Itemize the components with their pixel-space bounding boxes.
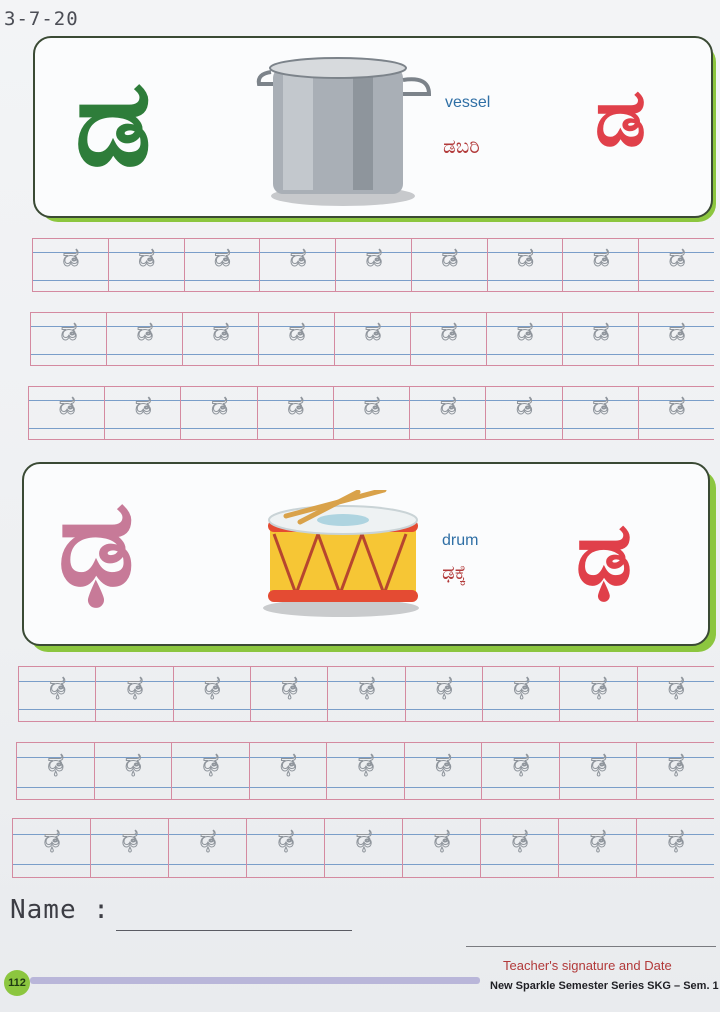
trace-cell[interactable] xyxy=(562,313,639,365)
trace-row xyxy=(18,666,714,722)
dotted-trace-letter: ಡ xyxy=(440,317,458,347)
dotted-trace-letter: ಡ xyxy=(364,317,382,347)
dotted-trace-letter: ಡ xyxy=(592,391,609,421)
name-write-line[interactable] xyxy=(116,930,352,931)
trace-cell[interactable] xyxy=(409,387,486,439)
dotted-trace-letter: ಢ xyxy=(199,824,217,854)
trace-cell[interactable] xyxy=(487,239,564,291)
trace-cell[interactable] xyxy=(638,313,715,365)
trace-cell[interactable] xyxy=(16,743,95,799)
vessel-picture xyxy=(253,54,433,206)
dotted-trace-letter: ಡ xyxy=(214,243,231,273)
dotted-trace-letter: ಡ xyxy=(365,243,383,273)
page-number: 112 xyxy=(4,970,30,996)
trace-cell[interactable] xyxy=(18,667,96,721)
trace-cell[interactable] xyxy=(32,239,109,291)
dotted-trace-letter: ಢ xyxy=(126,671,144,701)
dotted-trace-letter: ಢ xyxy=(435,748,452,778)
trace-cell[interactable] xyxy=(327,667,405,721)
trace-cell[interactable] xyxy=(326,743,405,799)
dotted-trace-letter: ಢ xyxy=(513,671,530,701)
card-2-right-letter: ಢ xyxy=(576,502,633,605)
trace-cell[interactable] xyxy=(250,667,328,721)
trace-cell[interactable] xyxy=(258,313,335,365)
signature-line[interactable] xyxy=(466,946,716,947)
trace-row xyxy=(32,238,714,292)
dotted-trace-letter: ಢ xyxy=(49,671,66,701)
series-title: New Sparkle Semester Series SKG – Sem. 1 xyxy=(490,980,719,992)
trace-cell[interactable] xyxy=(482,667,560,721)
trace-cell[interactable] xyxy=(12,819,91,877)
dotted-trace-letter: ಡ xyxy=(517,243,534,273)
trace-cell[interactable] xyxy=(638,239,715,291)
card-2-left-letter: ಢ xyxy=(58,474,135,613)
trace-cell[interactable] xyxy=(257,387,334,439)
trace-cell[interactable] xyxy=(404,743,483,799)
trace-cell[interactable] xyxy=(182,313,259,365)
trace-cell[interactable] xyxy=(637,667,715,721)
dotted-trace-letter: ಢ xyxy=(277,824,295,854)
card-1-english-word: vessel xyxy=(445,94,491,111)
dotted-trace-letter: ಡ xyxy=(289,243,307,273)
dotted-trace-letter: ಢ xyxy=(357,748,375,778)
card-1-right-letter: ಡ xyxy=(595,71,646,164)
dotted-trace-letter: ಢ xyxy=(355,824,373,854)
dotted-trace-letter: ಢ xyxy=(590,748,607,778)
trace-cell[interactable] xyxy=(558,819,637,877)
dotted-trace-letter: ಢ xyxy=(202,748,220,778)
dotted-trace-letter: ಡ xyxy=(211,391,228,421)
dotted-trace-letter: ಡ xyxy=(592,317,610,347)
handwritten-date: 3-7-20 xyxy=(4,8,79,30)
dotted-trace-letter: ಢ xyxy=(511,824,529,854)
dotted-trace-letter: ಢ xyxy=(204,671,221,701)
dotted-trace-letter: ಢ xyxy=(47,748,65,778)
trace-cell[interactable] xyxy=(94,743,173,799)
trace-cell[interactable] xyxy=(246,819,325,877)
dotted-trace-letter: ಡ xyxy=(58,391,76,421)
dotted-trace-letter: ಡ xyxy=(668,317,686,347)
trace-cell[interactable] xyxy=(106,313,183,365)
footer-bar xyxy=(30,977,480,984)
name-label: Name : xyxy=(10,895,110,925)
trace-cell[interactable] xyxy=(335,239,412,291)
dotted-trace-letter: ಢ xyxy=(43,824,61,854)
dotted-trace-letter: ಢ xyxy=(125,748,142,778)
dotted-trace-letter: ಢ xyxy=(512,748,530,778)
trace-cell[interactable] xyxy=(562,239,639,291)
dotted-trace-letter: ಡ xyxy=(668,391,686,421)
trace-cell[interactable] xyxy=(636,819,715,877)
dotted-trace-letter: ಢ xyxy=(667,824,685,854)
trace-cell[interactable] xyxy=(90,819,169,877)
trace-cell[interactable] xyxy=(485,387,562,439)
drum-picture xyxy=(256,490,426,618)
dotted-trace-letter: ಡ xyxy=(593,243,610,273)
teacher-signature-label: Teacher's signature and Date xyxy=(503,958,672,973)
dotted-trace-letter: ಡ xyxy=(668,243,686,273)
trace-cell[interactable] xyxy=(171,743,250,799)
dotted-trace-letter: ಡ xyxy=(287,391,305,421)
trace-cell[interactable] xyxy=(184,239,261,291)
dotted-trace-letter: ಢ xyxy=(668,671,685,701)
trace-cell[interactable] xyxy=(108,239,185,291)
dotted-trace-letter: ಡ xyxy=(516,317,534,347)
dotted-trace-letter: ಡ xyxy=(439,391,457,421)
dotted-trace-letter: ಢ xyxy=(590,671,608,701)
trace-cell[interactable] xyxy=(249,743,328,799)
dotted-trace-letter: ಢ xyxy=(667,748,685,778)
card-2-kannada-word: ಢಕ್ಕೆ xyxy=(442,560,467,584)
trace-cell[interactable] xyxy=(173,667,251,721)
letter-card-1 xyxy=(33,36,713,218)
dotted-trace-letter: ಡ xyxy=(60,317,78,347)
card-1-kannada-word: ಡಬರಿ xyxy=(443,134,480,158)
dotted-trace-letter: ಡ xyxy=(516,391,533,421)
dotted-trace-letter: ಢ xyxy=(280,748,297,778)
dotted-trace-letter: ಡ xyxy=(363,391,381,421)
trace-row xyxy=(12,818,714,878)
dotted-trace-letter: ಢ xyxy=(281,671,298,701)
dotted-trace-letter: ಢ xyxy=(589,824,607,854)
trace-cell[interactable] xyxy=(638,387,715,439)
trace-cell[interactable] xyxy=(259,239,336,291)
dotted-trace-letter: ಢ xyxy=(358,671,376,701)
dotted-trace-letter: ಡ xyxy=(136,317,154,347)
trace-cell[interactable] xyxy=(562,387,639,439)
trace-cell[interactable] xyxy=(95,667,173,721)
trace-cell[interactable] xyxy=(180,387,257,439)
dotted-trace-letter: ಢ xyxy=(433,824,451,854)
trace-cell[interactable] xyxy=(636,743,715,799)
card-2-english-word: drum xyxy=(442,532,479,549)
trace-cell[interactable] xyxy=(168,819,247,877)
dotted-trace-letter: ಡ xyxy=(138,243,155,273)
trace-row xyxy=(16,742,714,800)
trace-cell[interactable] xyxy=(334,313,411,365)
trace-cell[interactable] xyxy=(411,239,488,291)
trace-cell[interactable] xyxy=(559,743,638,799)
dotted-trace-letter: ಡ xyxy=(288,317,306,347)
trace-cell[interactable] xyxy=(104,387,181,439)
dotted-trace-letter: ಡ xyxy=(441,243,459,273)
trace-cell[interactable] xyxy=(481,743,560,799)
trace-cell[interactable] xyxy=(333,387,410,439)
letter-card-2 xyxy=(22,462,710,646)
dotted-trace-letter: ಡ xyxy=(212,317,230,347)
trace-cell[interactable] xyxy=(405,667,483,721)
trace-cell[interactable] xyxy=(559,667,637,721)
trace-cell[interactable] xyxy=(486,313,563,365)
trace-cell[interactable] xyxy=(410,313,487,365)
trace-cell[interactable] xyxy=(402,819,481,877)
dotted-trace-letter: ಢ xyxy=(121,824,139,854)
trace-row xyxy=(28,386,714,440)
trace-row xyxy=(30,312,714,366)
card-1-left-letter: ಡ xyxy=(75,54,152,193)
trace-cell[interactable] xyxy=(480,819,559,877)
trace-cell[interactable] xyxy=(30,313,107,365)
trace-cell[interactable] xyxy=(28,387,105,439)
dotted-trace-letter: ಡ xyxy=(62,243,80,273)
dotted-trace-letter: ಢ xyxy=(436,671,453,701)
trace-cell[interactable] xyxy=(324,819,403,877)
dotted-trace-letter: ಡ xyxy=(135,391,152,421)
